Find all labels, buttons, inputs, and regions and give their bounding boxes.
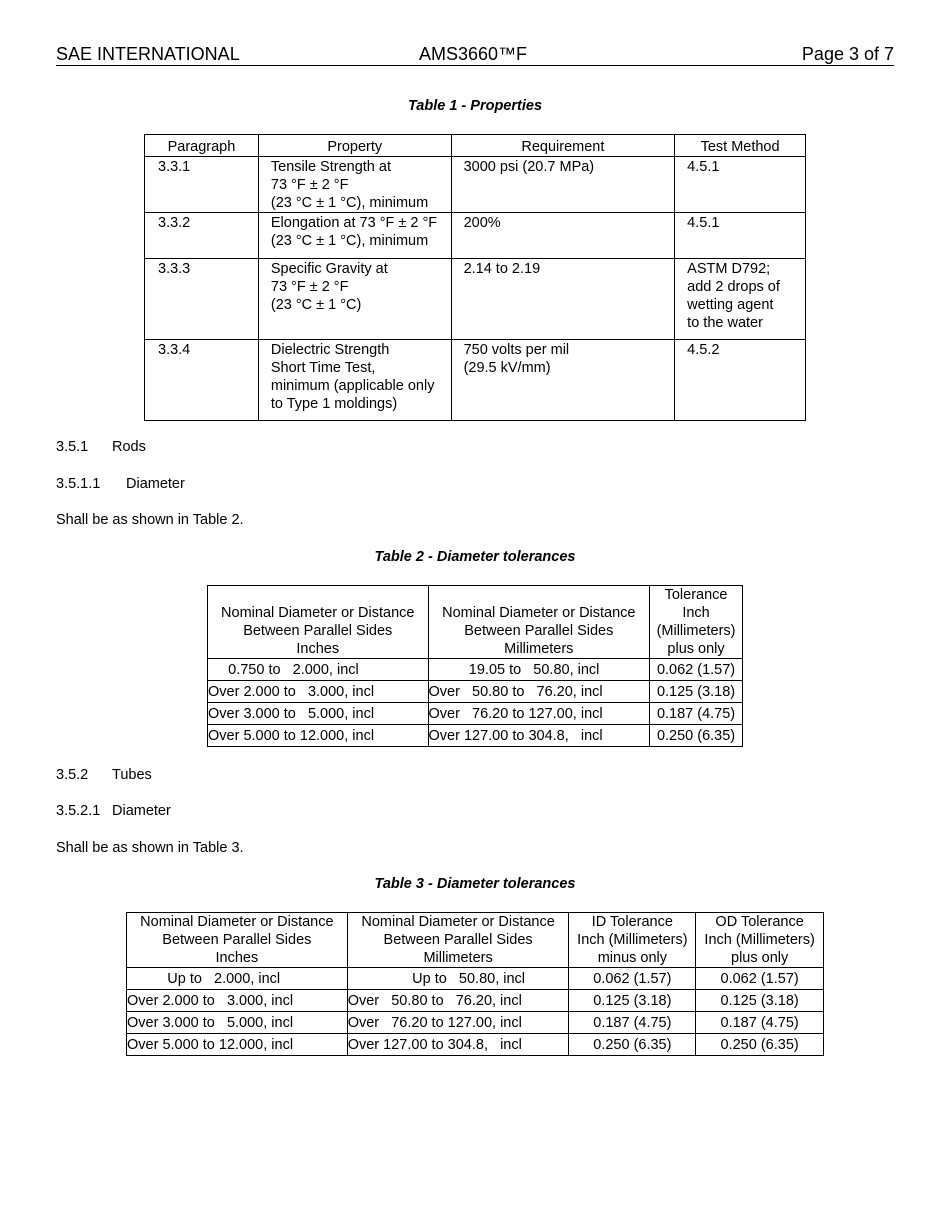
table-row: [208, 681, 743, 703]
column-header-millimeters: Nominal Diameter or Distance Between Parallel Sides Millimeters: [428, 586, 650, 659]
section-3-5-2-1-heading: [56, 803, 171, 819]
section-title: Tubes: [112, 767, 152, 783]
table-row: [208, 703, 743, 725]
table-row: [127, 1034, 824, 1056]
header-organization: SAE INTERNATIONAL: [56, 44, 240, 64]
table-row: [127, 968, 824, 990]
properties-table: [144, 134, 806, 421]
section-3-5-1-1-heading: [56, 476, 185, 492]
requirement-cell: 200%: [451, 213, 675, 259]
requirement-cell: 750 volts per mil (29.5 kV/mm): [451, 340, 675, 421]
column-header-id-tolerance: ID Tolerance Inch (Millimeters) minus only: [569, 913, 696, 968]
table-cell: 0.062 (1.57): [569, 968, 696, 990]
column-header-test-method: Test Method: [675, 135, 806, 157]
table-cell: 0.250 (6.35): [650, 725, 743, 747]
table-cell: Over 2.000 to 3.000, incl: [127, 990, 348, 1012]
property-cell: Dielectric Strength Short Time Test, minimum (applicable only to Type 1 moldings): [258, 340, 451, 421]
table2-caption: Table 2 - Diameter tolerances: [374, 549, 576, 565]
section-3-5-2-heading: [56, 767, 152, 783]
table-cell: 0.125 (3.18): [696, 990, 824, 1012]
property-cell: Specific Gravity at 73 °F ± 2 °F (23 °C ± 1 °C): [258, 259, 451, 340]
section-title: Diameter: [112, 803, 171, 819]
section-number: 3.5.1.1: [56, 476, 101, 492]
rod-diameter-tolerance-table: [207, 585, 743, 747]
column-header-inches: Nominal Diameter or Distance Between Parallel Sides Inches: [127, 913, 348, 968]
column-header-property: Property: [258, 135, 451, 157]
property-cell: Tensile Strength at 73 °F ± 2 °F (23 °C ± 1 °C), minimum: [258, 157, 451, 213]
table-cell: Over 5.000 to 12.000, incl: [127, 1034, 348, 1056]
table-row: [208, 725, 743, 747]
table-cell: 19.05 to 50.80, incl: [428, 659, 650, 681]
table-cell: 0.250 (6.35): [696, 1034, 824, 1056]
property-cell: Elongation at 73 °F ± 2 °F (23 °C ± 1 °C), minimum: [258, 213, 451, 259]
table-row: [208, 659, 743, 681]
table-row: [145, 157, 806, 213]
table-cell: Over 127.00 to 304.8, incl: [428, 725, 650, 747]
table-cell: 0.750 to 2.000, incl: [208, 659, 429, 681]
table-cell: 0.125 (3.18): [650, 681, 743, 703]
section-title: Rods: [112, 439, 146, 455]
section-number: 3.5.2.1: [56, 803, 101, 819]
table-cell: Over 127.00 to 304.8, incl: [347, 1034, 569, 1056]
page-header: [56, 43, 894, 66]
column-header-millimeters: Nominal Diameter or Distance Between Parallel Sides Millimeters: [347, 913, 569, 968]
section-3-5-2-1-text: Shall be as shown in Table 3.: [56, 840, 244, 856]
column-header-paragraph: Paragraph: [145, 135, 259, 157]
requirement-cell: 2.14 to 2.19: [451, 259, 675, 340]
paragraph-cell: 3.3.2: [145, 213, 259, 259]
section-number: 3.5.2: [56, 767, 89, 783]
tube-diameter-tolerance-table: [126, 912, 824, 1056]
table-cell: Over 76.20 to 127.00, incl: [347, 1012, 569, 1034]
column-header-od-tolerance: OD Tolerance Inch (Millimeters) plus only: [696, 913, 824, 968]
paragraph-cell: 3.3.3: [145, 259, 259, 340]
table-cell: 0.062 (1.57): [650, 659, 743, 681]
table-cell: 0.187 (4.75): [569, 1012, 696, 1034]
table-cell: Up to 50.80, incl: [347, 968, 569, 990]
test-method-cell: 4.5.2: [675, 340, 806, 421]
section-title: Diameter: [126, 476, 185, 492]
test-method-cell: ASTM D792; add 2 drops of wetting agent to the water: [675, 259, 806, 340]
column-header-tolerance: Tolerance Inch (Millimeters) plus only: [650, 586, 743, 659]
test-method-cell: 4.5.1: [675, 157, 806, 213]
paragraph-cell: 3.3.4: [145, 340, 259, 421]
table-cell: 0.187 (4.75): [696, 1012, 824, 1034]
section-3-5-1-1-text: Shall be as shown in Table 2.: [56, 512, 244, 528]
header-page-number: Page 3 of 7: [801, 44, 894, 64]
table-row: [145, 259, 806, 340]
table-cell: Over 76.20 to 127.00, incl: [428, 703, 650, 725]
column-header-inches: Nominal Diameter or Distance Between Parallel Sides Inches: [208, 586, 429, 659]
table-row: [127, 990, 824, 1012]
section-3-5-1-heading: [56, 439, 146, 455]
table-cell: Over 3.000 to 5.000, incl: [208, 703, 429, 725]
table-cell: 0.187 (4.75): [650, 703, 743, 725]
table-cell: 0.125 (3.18): [569, 990, 696, 1012]
table-row: [127, 1012, 824, 1034]
table-cell: 0.062 (1.57): [696, 968, 824, 990]
section-number: 3.5.1: [56, 439, 89, 455]
paragraph-cell: 3.3.1: [145, 157, 259, 213]
table1-caption: Table 1 - Properties: [407, 98, 543, 114]
table-cell: 0.250 (6.35): [569, 1034, 696, 1056]
table-cell: Over 3.000 to 5.000, incl: [127, 1012, 348, 1034]
table-row: [145, 340, 806, 421]
table-cell: Over 50.80 to 76.20, incl: [428, 681, 650, 703]
column-header-requirement: Requirement: [451, 135, 675, 157]
table-row: [145, 213, 806, 259]
table-cell: Over 5.000 to 12.000, incl: [208, 725, 429, 747]
requirement-cell: 3000 psi (20.7 MPa): [451, 157, 675, 213]
test-method-cell: 4.5.1: [675, 213, 806, 259]
table-cell: Up to 2.000, incl: [127, 968, 348, 990]
table3-caption: Table 3 - Diameter tolerances: [374, 876, 576, 892]
table-cell: Over 50.80 to 76.20, incl: [347, 990, 569, 1012]
table-cell: Over 2.000 to 3.000, incl: [208, 681, 429, 703]
header-document-number: AMS3660™F: [419, 44, 528, 64]
